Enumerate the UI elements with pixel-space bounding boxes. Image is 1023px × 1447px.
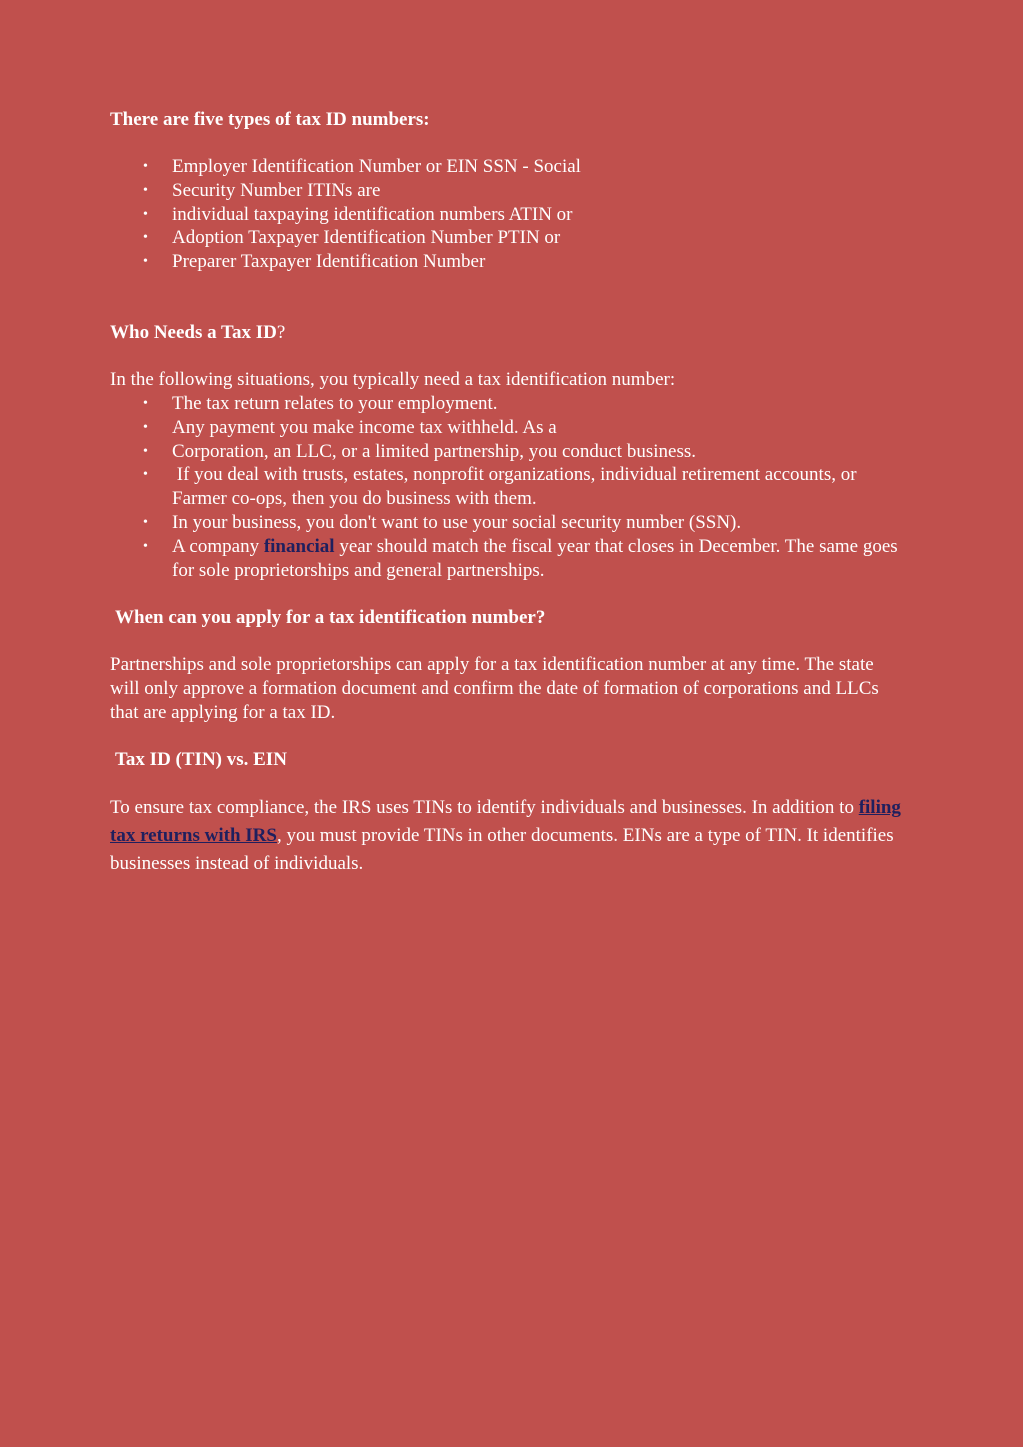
- list-item: • Adoption Taxpayer Identification Number PTIN or: [143, 227, 561, 249]
- bullet-icon: •: [143, 206, 148, 222]
- tin-vs-ein-heading: Tax ID (TIN) vs. EIN: [115, 749, 287, 770]
- bullet-icon: •: [143, 514, 148, 530]
- bullet-icon: •: [143, 467, 148, 483]
- bullet-icon: •: [143, 396, 148, 411]
- bullet-icon: •: [143, 182, 148, 198]
- financial-link[interactable]: financial: [263, 535, 335, 557]
- when-apply-body: Partnerships and sole proprietorships can apply for a tax identification number at any time. The state will only approve a formation document and confirm the date of formation of corporations and LLCs that are applying for a tax ID.: [110, 654, 879, 723]
- bullet-icon: •: [143, 230, 148, 246]
- who-needs-list: [110, 392, 910, 582]
- bullet-icon: •: [143, 443, 148, 459]
- list-item: • Employer Identification Number or EIN SSN - Social: [143, 156, 581, 177]
- list-item: • Corporation, an LLC, or a limited partnership, you conduct business.: [143, 440, 696, 462]
- who-needs-heading: Who Needs a Tax ID?: [110, 322, 286, 343]
- list-item: • Preparer Taxpayer Identification Number: [143, 251, 486, 273]
- list-item: • The tax return relates to your employment.: [143, 393, 498, 414]
- list-item: • If you deal with trusts, estates, nonprofit organizations, individual retirement accounts, or Farmer co-ops, then you do business with them.: [143, 464, 862, 510]
- filing-tax-returns-link[interactable]: filing tax returns with IRS: [110, 797, 901, 846]
- list-item: • individual taxpaying identification numbers ATIN or: [143, 203, 573, 225]
- when-apply-heading: When can you apply for a tax identification number?: [115, 607, 546, 628]
- types-heading: There are five types of tax ID numbers:: [110, 109, 430, 130]
- bullet-icon: •: [143, 419, 148, 435]
- list-item: • A company financial year should match the fiscal year that closes in December. The same goes for sole proprietorships and general partnerships.: [143, 535, 903, 581]
- types-list: [110, 155, 910, 274]
- bullet-icon: •: [143, 538, 148, 554]
- list-item: • In your business, you don't want to use your social security number (SSN).: [143, 511, 742, 533]
- list-item: • Security Number ITINs are: [143, 179, 381, 201]
- list-item: • Any payment you make income tax withheld. As a: [143, 416, 557, 438]
- tin-vs-ein-body: To ensure tax compliance, the IRS uses TINs to identify individuals and businesses. In addition to filing tax returns with IRS, you must provide TINs in other documents. EINs are a type of TIN. It identifies businesses instead of individuals.: [110, 797, 901, 874]
- bullet-icon: •: [143, 159, 148, 174]
- bullet-icon: •: [143, 254, 148, 270]
- who-needs-intro: In the following situations, you typically need a tax identification number:: [110, 369, 676, 390]
